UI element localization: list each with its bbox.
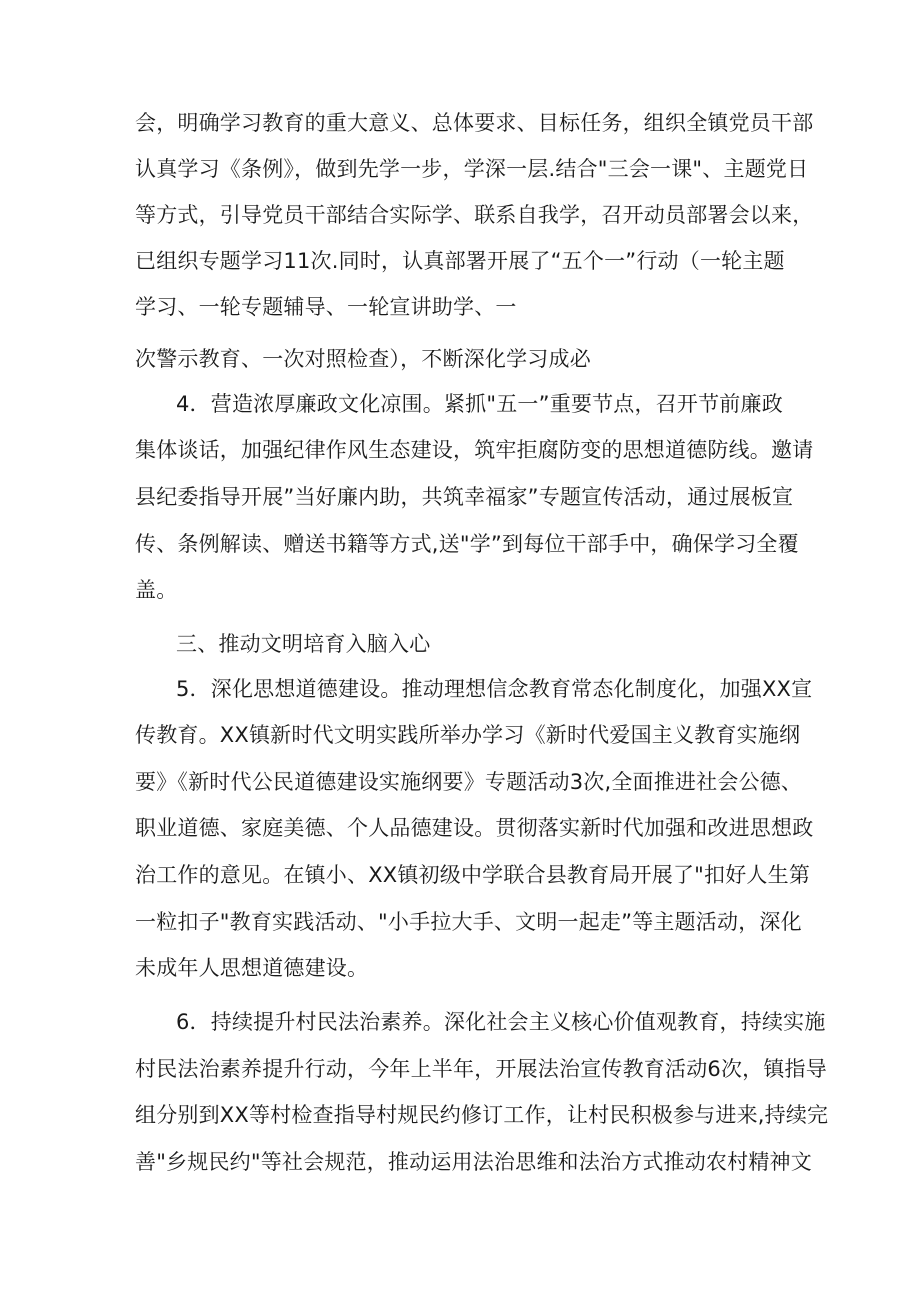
paragraph-line: 传教育。XX镇新时代文明实践所举办学习《新时代爱国主义教育实施纲 bbox=[135, 723, 801, 747]
section-6-heading-line: 6．持续提升村民法治素养。深化社会主义核心价值观教育，持续实施 bbox=[176, 1010, 826, 1034]
paragraph-line: 集体谈话，加强纪律作风生态建设，筑牢拒腐防变的思想道德防线。邀请 bbox=[135, 438, 814, 462]
section-5-heading-line: 5．深化思想道德建设。推动理想信念教育常态化制度化，加强XX宣 bbox=[176, 677, 813, 701]
paragraph-line: 等方式，引导党员干部结合实际学、联系自我学，召开动员部署会以来， bbox=[135, 203, 814, 227]
paragraph-line: 治工作的意见。在镇小、XX镇初级中学联合县教育局开展了"扣好人生第 bbox=[135, 863, 811, 887]
paragraph-line: 学习、一轮专题辅导、一轮宣讲助学、一 bbox=[135, 295, 517, 319]
section-heading-3: 三、推动文明培育入脑入心 bbox=[176, 632, 431, 656]
paragraph-line: 组分别到XX等村检查指导村规民约修订工作，让村民积极参与进来,持续完 bbox=[135, 1103, 829, 1127]
paragraph-line: 要》《新时代公民道德建设实施纲要》专题活动3次,全面推进社会公德、 bbox=[135, 770, 803, 794]
paragraph-line: 已组织专题学习11次.同时，认真部署开展了“五个一”行动（一轮主题 bbox=[135, 249, 785, 273]
paragraph-line: 未成年人思想道德建设。 bbox=[135, 956, 369, 980]
paragraph-line: 职业道德、家庭美德、个人品德建设。贯彻落实新时代加强和改进思想政 bbox=[135, 816, 814, 840]
paragraph-line: 次警示教育、一次对照检查），不断深化学习成必 bbox=[135, 347, 591, 371]
paragraph-line: 认真学习《条例》，做到先学一步，学深一层.结合"三会一课"、主题党日 bbox=[135, 157, 809, 181]
paragraph-line: 善"乡规民约"等社会规范，推动运用法治思维和法治方式推动农村精神文 bbox=[135, 1150, 812, 1174]
paragraph-line: 县纪委指导开展”当好廉内助，共筑幸福家”专题宣传活动，通过展板宣 bbox=[135, 485, 794, 509]
paragraph-line: 会，明确学习教育的重大意义、总体要求、目标任务，组织全镇党员干部 bbox=[135, 111, 814, 135]
paragraph-line: 传、条例解读、赠送书籍等方式,送"学”到每位干部手中，确保学习全覆 bbox=[135, 532, 799, 556]
paragraph-line: 盖。 bbox=[135, 578, 178, 602]
section-4-heading-line: 4．营造浓厚廉政文化凉围。紧抓"五一”重要节点，召开节前廉政 bbox=[176, 392, 783, 416]
paragraph-line: 一粒扣子"教育实践活动、"小手拉大手、文明一起走”等主题活动，深化 bbox=[135, 910, 802, 934]
paragraph-line: 村民法治素养提升行动，今年上半年，开展法治宣传教育活动6次，镇指导 bbox=[135, 1057, 827, 1081]
